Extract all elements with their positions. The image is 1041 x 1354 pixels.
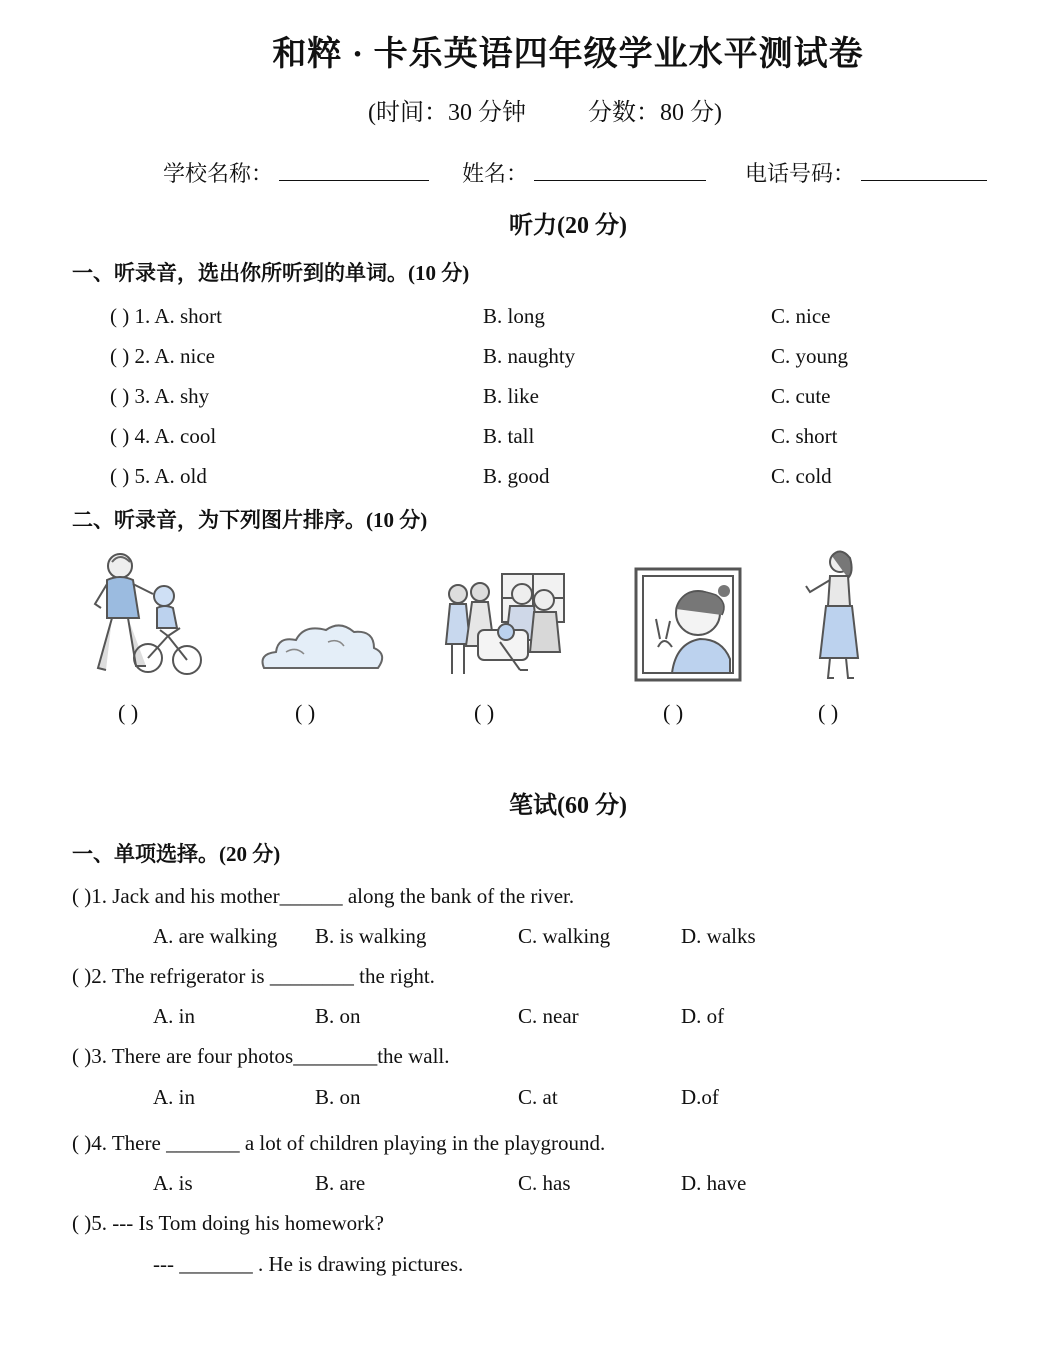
time-limit: (时间：30 分钟 — [368, 100, 526, 126]
total-score: 分数：80 分) — [588, 100, 722, 126]
name-field[interactable] — [534, 158, 706, 181]
option-d: D.of — [681, 1085, 719, 1109]
option-a: A. is — [153, 1171, 193, 1195]
page-title: 和粹 · 卡乐英语四年级学业水平测试卷 — [272, 36, 864, 73]
option-d: D. walks — [681, 924, 756, 948]
question-4: ( )4. There _______ a lot of children playing in the playground. — [72, 1131, 606, 1155]
school-field[interactable] — [279, 158, 429, 181]
writing-part1-title: 一、单项选择。(20 分) — [72, 842, 281, 866]
picture-answer-5[interactable]: ( ) — [818, 700, 839, 725]
father-son-bicycle-icon — [72, 548, 207, 683]
option-b: B. is walking — [315, 924, 427, 948]
list-item-q: ( ) 4. A. cool — [110, 424, 217, 448]
option-c: C. has — [518, 1171, 571, 1195]
question-5-reply: --- _______ . He is drawing pictures. — [153, 1252, 464, 1276]
picture-answer-1[interactable]: ( ) — [118, 700, 139, 725]
option-a: A. are walking — [153, 924, 278, 948]
picture-answer-2[interactable]: ( ) — [295, 700, 316, 725]
list-item-q: ( ) 1. A. short — [110, 304, 222, 328]
option-b: B. are — [315, 1171, 366, 1195]
option-b: B. good — [483, 464, 550, 488]
option-c: C. at — [518, 1085, 558, 1109]
question-2: ( )2. The refrigerator is ________ the right. — [72, 964, 435, 988]
question-5: ( )5. --- Is Tom doing his homework? — [72, 1211, 384, 1235]
picture-answer-3[interactable]: ( ) — [474, 700, 495, 725]
listening-heading: 听力(20 分) — [509, 213, 627, 239]
listening-part1-title: 一、听录音，选出你所听到的单词。(10 分) — [72, 261, 470, 285]
phone-field[interactable] — [861, 158, 987, 181]
student-info-row — [163, 157, 991, 188]
option-d: D. of — [681, 1004, 725, 1028]
option-c: C. cold — [771, 464, 832, 488]
option-b: B. long — [483, 304, 545, 328]
cloud-icon — [256, 622, 386, 680]
option-a: A. in — [153, 1004, 195, 1028]
girl-in-frame-icon — [634, 567, 742, 682]
name-label: 姓名： — [462, 161, 529, 186]
option-b: B. naughty — [483, 344, 576, 368]
option-b: B. on — [315, 1004, 361, 1028]
writing-heading: 笔试(60 分) — [509, 793, 627, 819]
option-c: C. short — [771, 424, 838, 448]
family-group-icon — [440, 572, 580, 684]
option-c: C. young — [771, 344, 849, 368]
question-1: ( )1. Jack and his mother______ along the bank of the river. — [72, 884, 575, 908]
option-d: D. have — [681, 1171, 747, 1195]
option-b: B. on — [315, 1085, 361, 1109]
exam-meta — [368, 92, 722, 127]
list-item-q: ( ) 5. A. old — [110, 464, 207, 488]
option-b: B. like — [483, 384, 539, 408]
woman-standing-icon — [800, 548, 860, 684]
school-label: 学校名称： — [163, 161, 274, 186]
list-item-q: ( ) 3. A. shy — [110, 384, 210, 408]
question-3: ( )3. There are four photos________the wall. — [72, 1044, 450, 1068]
option-c: C. near — [518, 1004, 579, 1028]
list-item-q: ( ) 2. A. nice — [110, 344, 215, 368]
option-b: B. tall — [483, 424, 535, 448]
phone-label: 电话号码： — [745, 161, 856, 186]
option-a: A. in — [153, 1085, 195, 1109]
option-c: C. cute — [771, 384, 831, 408]
option-c: C. walking — [518, 924, 611, 948]
picture-answer-4[interactable]: ( ) — [663, 700, 684, 725]
listening-part2-title: 二、听录音，为下列图片排序。(10 分) — [72, 508, 428, 532]
option-c: C. nice — [771, 304, 831, 328]
